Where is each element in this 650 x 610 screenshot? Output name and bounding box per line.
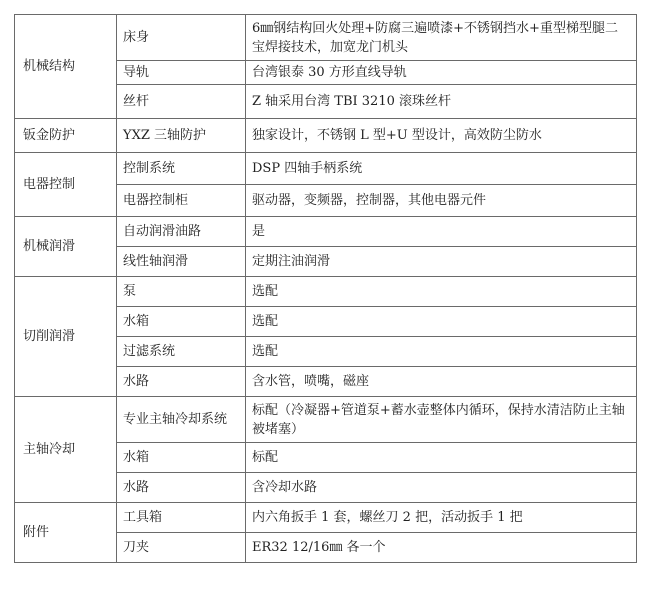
desc-cell: ER32 12/16㎜ 各一个 <box>246 533 637 563</box>
desc-cell: 独家设计，不锈钢 L 型+U 型设计，高效防尘防水 <box>246 119 637 153</box>
desc-cell: 选配 <box>246 337 637 367</box>
item-cell: 刀夹 <box>117 533 246 563</box>
item-cell: 控制系统 <box>117 153 246 185</box>
spec-table-body <box>15 15 637 563</box>
item-cell: 工具箱 <box>117 503 246 533</box>
item-cell: 水箱 <box>117 307 246 337</box>
desc-cell: 定期注油润滑 <box>246 247 637 277</box>
table-row <box>15 277 637 307</box>
desc-cell: DSP 四轴手柄系统 <box>246 153 637 185</box>
table-row <box>15 217 637 247</box>
category-cell: 切削润滑 <box>15 277 117 397</box>
item-cell: 床身 <box>117 15 246 61</box>
item-cell: 水路 <box>117 367 246 397</box>
item-cell: 泵 <box>117 277 246 307</box>
item-cell: YXZ 三轴防护 <box>117 119 246 153</box>
item-cell: 自动润滑油路 <box>117 217 246 247</box>
desc-cell: 标配 <box>246 443 637 473</box>
category-cell: 机械润滑 <box>15 217 117 277</box>
item-cell: 专业主轴冷却系统 <box>117 397 246 443</box>
desc-cell: 选配 <box>246 307 637 337</box>
table-row <box>15 397 637 443</box>
category-cell: 主轴冷却 <box>15 397 117 503</box>
item-cell: 线性轴润滑 <box>117 247 246 277</box>
desc-cell: 含冷却水路 <box>246 473 637 503</box>
item-cell: 导轨 <box>117 61 246 85</box>
item-cell: 过滤系统 <box>117 337 246 367</box>
table-row <box>15 119 637 153</box>
desc-cell: 内六角扳手 1 套，螺丝刀 2 把，活动扳手 1 把 <box>246 503 637 533</box>
category-cell: 机械结构 <box>15 15 117 119</box>
item-cell: 电器控制柜 <box>117 185 246 217</box>
category-cell: 电器控制 <box>15 153 117 217</box>
desc-cell: 驱动器，变频器，控制器，其他电器元件 <box>246 185 637 217</box>
desc-cell: 是 <box>246 217 637 247</box>
desc-cell: 台湾银泰 30 方形直线导轨 <box>246 61 637 85</box>
category-cell: 附件 <box>15 503 117 563</box>
desc-cell: 6㎜钢结构回火处理+防腐三遍喷漆+不锈钢挡水+重型梯型腿二宝焊接技术，加宽龙门机头 <box>246 15 637 61</box>
table-row <box>15 153 637 185</box>
table-row <box>15 15 637 61</box>
category-cell: 钣金防护 <box>15 119 117 153</box>
desc-cell: 选配 <box>246 277 637 307</box>
item-cell: 水箱 <box>117 443 246 473</box>
item-cell: 水路 <box>117 473 246 503</box>
table-row <box>15 503 637 533</box>
desc-cell: Z 轴采用台湾 TBI 3210 滚珠丝杆 <box>246 85 637 119</box>
item-cell: 丝杆 <box>117 85 246 119</box>
desc-cell: 标配（冷凝器+管道泵+蓄水壶整体内循环，保持水清洁防止主轴被堵塞） <box>246 397 637 443</box>
desc-cell: 含水管，喷嘴，磁座 <box>246 367 637 397</box>
spec-table <box>14 14 637 563</box>
